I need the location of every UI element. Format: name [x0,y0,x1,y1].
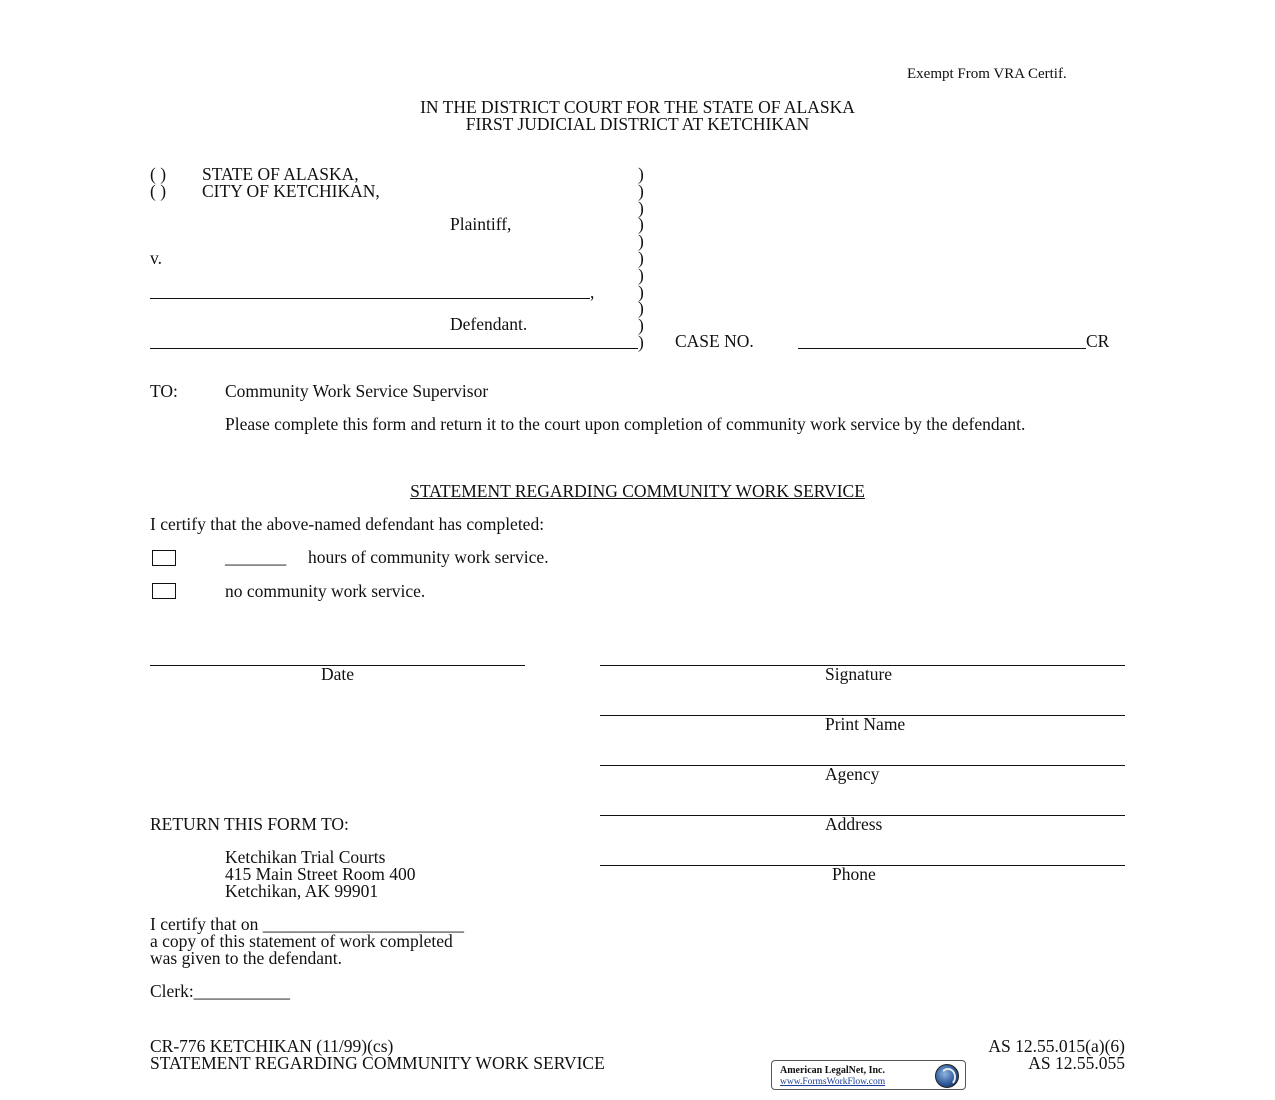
statute-ref-2: AS 12.55.055 [1028,1053,1125,1073]
hours-checkbox[interactable] [152,550,176,566]
clerk-certify-line3: was given to the defendant. [150,948,342,968]
to-recipient: Community Work Service Supervisor [225,381,489,401]
versus-label: v. [150,248,162,268]
phone-label: Phone [832,864,876,884]
court-title-line1: IN THE DISTRICT COURT FOR THE STATE OF ALASKA [420,97,855,117]
no-service-option-label: no community work service. [225,581,426,601]
to-label: TO: [150,381,178,401]
exempt-note: Exempt From VRA Certif. [907,66,1067,82]
defendant-comma: , [590,282,595,302]
logo-url-link[interactable]: www.FormsWorkFlow.com [780,1077,886,1087]
signature-label: Signature [825,664,893,684]
caption-bottom-rule [150,348,638,349]
date-label: Date [320,664,355,684]
city-checkbox-mark[interactable]: ( ) [150,181,167,201]
return-address-line1: Ketchikan Trial Courts [225,847,386,867]
court-title-line2: FIRST JUDICIAL DISTRICT AT KETCHIKAN [465,114,810,134]
hours-blank[interactable]: _______ [225,547,287,567]
certify-completed-text: I certify that the above-named defendant has completed: [150,514,545,534]
return-address-line2: 415 Main Street Room 400 [225,864,416,884]
statute-ref-1: AS 12.55.015(a)(6) [988,1036,1125,1056]
no-service-checkbox[interactable] [152,583,176,599]
plaintiff-label: Plaintiff, [450,214,512,234]
print-name-label: Print Name [825,714,906,734]
clerk-certify-date[interactable]: I certify that on _______________________ [150,914,464,934]
state-checkbox-mark[interactable]: ( ) [150,164,167,184]
caption-parentheses: ) ) ) ) ) ) ) ) ) ) ) [638,164,644,352]
clerk-certify-line2: a copy of this statement of work completed [150,931,453,951]
to-instructions: Please complete this form and return it to the court upon completion of community work service by the defendant. [225,414,1026,434]
address-label: Address [825,814,883,834]
hours-option-label: hours of community work service. [308,547,549,567]
defendant-label: Defendant. [450,314,528,334]
case-no-label: CASE NO. [675,331,754,351]
american-legalnet-logo[interactable] [771,1060,966,1090]
globe-icon [935,1064,959,1088]
form-footer-title: STATEMENT REGARDING COMMUNITY WORK SERVICE [150,1053,605,1073]
defendant-name-line[interactable] [150,298,590,299]
form-id: CR-776 KETCHIKAN (11/99)(cs) [150,1036,394,1056]
agency-label: Agency [825,764,880,784]
case-no-field[interactable] [798,348,1086,349]
city-of-ketchikan: CITY OF KETCHIKAN, [202,181,380,201]
state-of-alaska: STATE OF ALASKA, [202,164,359,184]
case-suffix: CR [1086,331,1110,351]
return-form-label: RETURN THIS FORM TO: [150,814,349,834]
clerk-signature[interactable]: Clerk:___________ [150,981,290,1001]
statement-title: STATEMENT REGARDING COMMUNITY WORK SERVICE [410,481,865,501]
return-address-line3: Ketchikan, AK 99901 [225,881,379,901]
logo-company-name: American LegalNet, Inc. [780,1065,885,1076]
